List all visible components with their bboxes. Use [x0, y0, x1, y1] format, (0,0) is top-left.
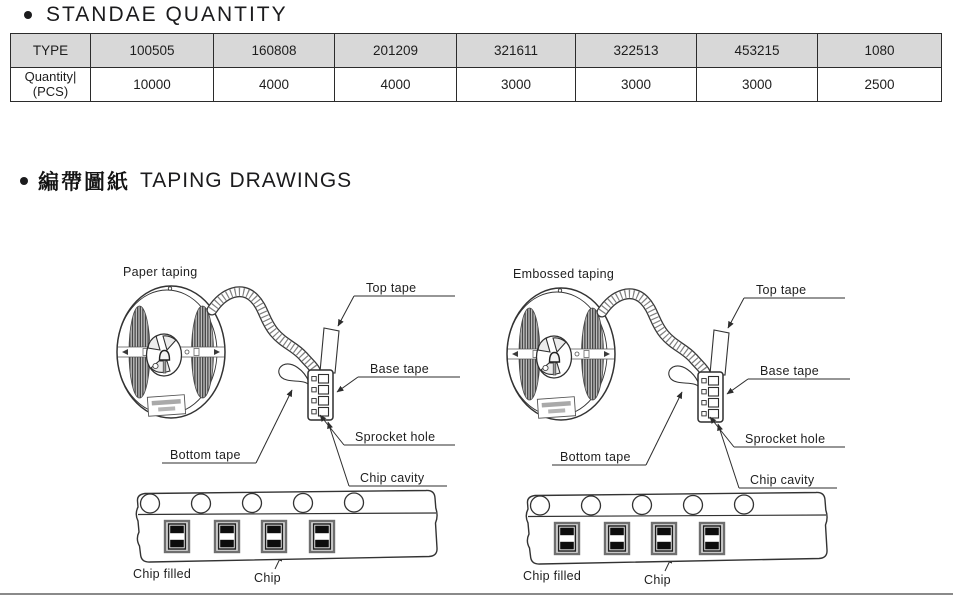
tape-strip-top-view [526, 492, 827, 564]
label-chip-filled: Chip filled [133, 567, 192, 581]
sprocket-hole-circle [243, 494, 262, 513]
label-chip-cavity: Chip cavity [360, 471, 425, 485]
reel-label [537, 397, 575, 419]
label-chip-cavity: Chip cavity [750, 473, 815, 487]
table-header-cell: 1080 [818, 34, 942, 68]
sprocket-hole-circle [141, 494, 160, 513]
label-bottom-tape: Bottom tape [560, 450, 631, 464]
taping-drawing-svg [498, 258, 868, 590]
sprocket-hole-circle [192, 494, 211, 513]
table-row [11, 68, 942, 102]
label-chip: Chip [254, 571, 281, 585]
chip [165, 521, 189, 552]
sprocket-hole-circle [345, 493, 364, 512]
chip [215, 521, 239, 552]
label-sprocket-hole: Sprocket hole [355, 430, 436, 444]
sprocket-hole-circle [684, 496, 703, 515]
table-cell: 3000 [457, 68, 576, 102]
section-heading-standard-quantity [24, 3, 288, 27]
bottom-tape-curl [669, 366, 699, 387]
table-cell: 10000 [91, 68, 214, 102]
table-header-cell: 160808 [214, 34, 335, 68]
taping-drawing-svg [108, 256, 478, 588]
label-base-tape: Base tape [370, 362, 429, 376]
diagram-title: Paper taping [123, 265, 198, 279]
top-tape-flap [320, 328, 339, 373]
label-base-tape: Base tape [760, 364, 819, 378]
chip [605, 523, 629, 554]
table-header-cell: 100505 [91, 34, 214, 68]
reel-label [147, 395, 185, 417]
table-header-cell: 321611 [457, 34, 576, 68]
tape-ribbon [212, 292, 315, 370]
table-header-cell: 322513 [576, 34, 697, 68]
paper-taping-diagram [108, 256, 478, 588]
sprocket-hole-circle [633, 496, 652, 515]
label-bottom-tape: Bottom tape [170, 448, 241, 462]
sprocket-hole-circle [582, 496, 601, 515]
section-heading-taping-drawings [20, 166, 352, 196]
table-row [11, 34, 942, 68]
table-header-cell: TYPE [11, 34, 91, 68]
sprocket-hole-circle [531, 496, 550, 515]
label-top-tape: Top tape [756, 283, 807, 297]
sprocket-hole-circle [735, 495, 754, 514]
label-chip-filled: Chip filled [523, 569, 582, 583]
diagram-title: Embossed taping [513, 267, 615, 281]
chip [652, 523, 676, 554]
chip [555, 523, 579, 554]
chip [310, 521, 334, 552]
table-cell: 3000 [697, 68, 818, 102]
table-header-cell: 201209 [335, 34, 457, 68]
table-cell: 4000 [335, 68, 457, 102]
tape-strip-top-view [136, 490, 437, 562]
table-cell: 2500 [818, 68, 942, 102]
section-title-cjk: 編帶圖紙 [38, 171, 130, 194]
quantity-label-line2: (PCS) [32, 83, 69, 99]
section-title-en: TAPING DRAWINGS [140, 169, 353, 192]
bullet-icon [24, 11, 32, 19]
top-tape-flap [710, 330, 729, 375]
tape-ribbon [602, 294, 705, 372]
section-title: STANDAE QUANTITY [46, 3, 288, 26]
bullet-icon [20, 177, 28, 185]
table-header-cell: 453215 [697, 34, 818, 68]
carrier-tape-strip [698, 372, 723, 422]
label-top-tape: Top tape [366, 281, 417, 295]
carrier-tape-strip [308, 370, 333, 420]
bottom-tape-curl [279, 364, 309, 385]
embossed-taping-diagram [498, 258, 868, 590]
quantity-label-line1: Quantity| [24, 68, 77, 84]
table-cell: 4000 [214, 68, 335, 102]
quantity-label-cell [11, 68, 91, 102]
sprocket-hole-circle [294, 494, 313, 513]
table-cell: 3000 [576, 68, 697, 102]
label-sprocket-hole: Sprocket hole [745, 432, 826, 446]
page-bottom-rule [0, 593, 953, 595]
standard-quantity-table [10, 33, 942, 102]
chip [262, 521, 286, 552]
label-chip: Chip [644, 573, 671, 587]
chip [700, 523, 724, 554]
